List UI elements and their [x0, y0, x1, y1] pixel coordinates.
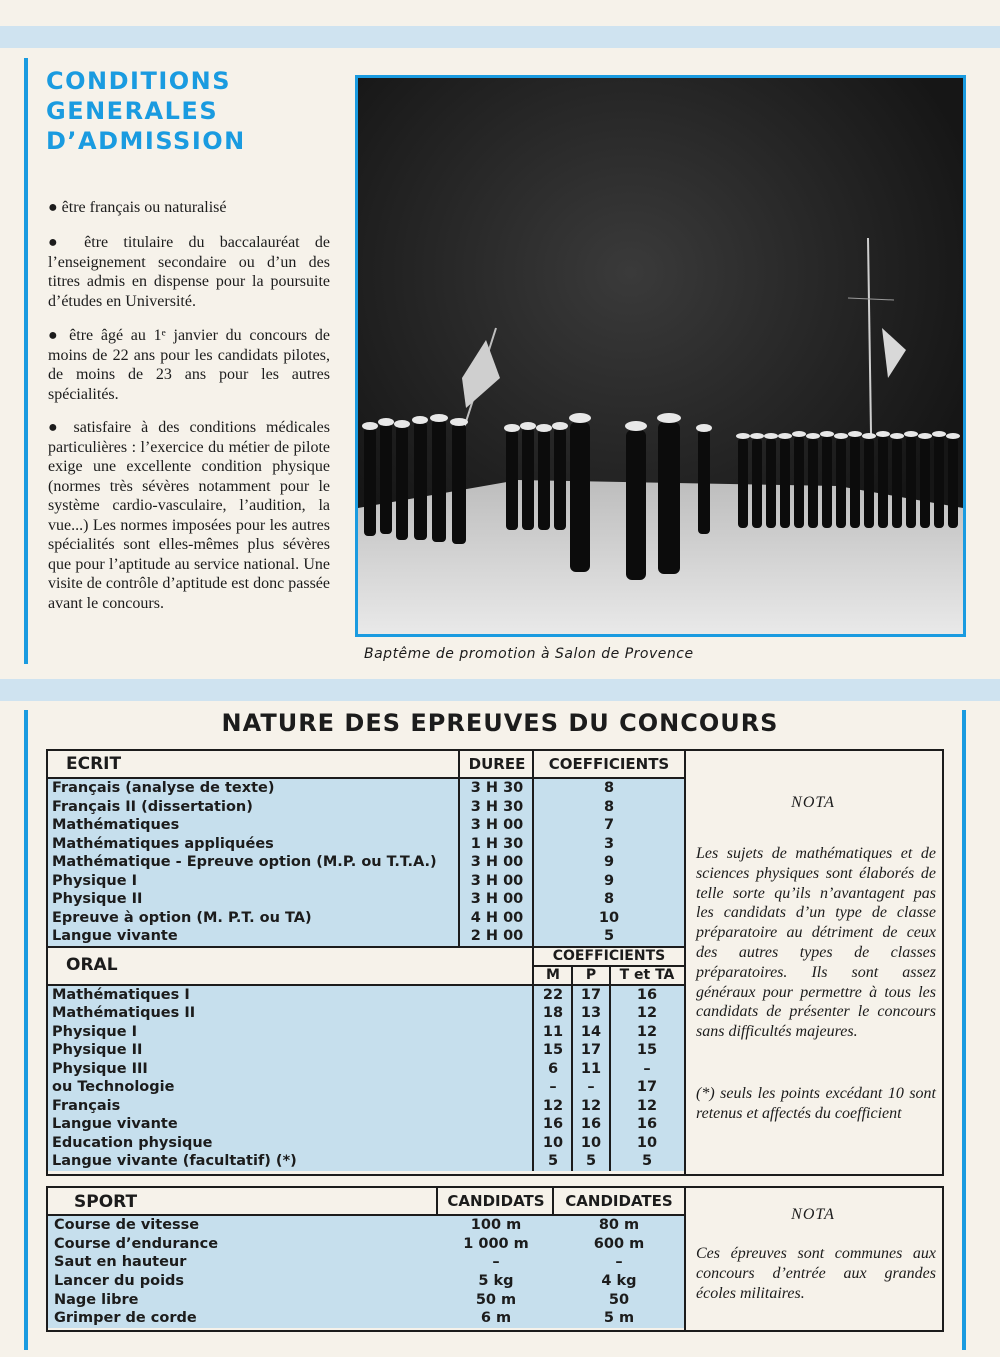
ecrit-row-label: Epreuve à option (M. P.T. ou TA): [52, 909, 312, 926]
condition-item: ● être titulaire du baccalauréat de l’enseignement secondaire ou d’un des titres admis en dispense pour la poursuite d’études en Université.: [48, 234, 330, 310]
oral-row-p: 12: [580, 1097, 602, 1114]
condition-item: ● satisfaire à des conditions médicales particulières : l’exercice du métier de pilote exige une excellente condition physique (normes très sévères notamment pour le système cardio-vasculaire, l’audition, la vue...) Les normes imposées pour les autres spécialités sont elles-mêmes plus sévères que pour l’aptitude au service national. Une visite de contrôle d’aptitude est donc passée avant le concours.: [48, 419, 330, 612]
condition-item: ● être âgé au 1ᵉ janvier du concours de moins de 22 ans pour les candidats pilotes, de moins de 23 ans pour les autres spécialités.: [48, 327, 330, 403]
oral-row-p: 17: [580, 1042, 602, 1059]
oral-row: [48, 986, 684, 1005]
ecrit-row-duree: 3 H 00: [470, 891, 524, 908]
oral-row-m: 5: [547, 1153, 559, 1170]
col-rule: [552, 1188, 554, 1214]
oral-row-m: –: [549, 1079, 557, 1096]
oral-row-m: 16: [542, 1116, 564, 1133]
nota-footnote: (*) seuls les points excédant 10 sont retenus et affectés du coefficient: [696, 1085, 936, 1122]
oral-row-p: 14: [580, 1023, 602, 1040]
oral-row: [48, 1004, 684, 1023]
ecrit-row-label: Physique II: [52, 891, 143, 908]
ceremony-photo: [355, 75, 966, 637]
candidates-header: CANDIDATES: [565, 1192, 673, 1210]
ecrit-row: [48, 779, 684, 798]
sport-row: [48, 1272, 684, 1291]
sport-row: [48, 1309, 684, 1328]
oral-row-label: Education physique: [52, 1134, 213, 1151]
col-rule: [609, 986, 611, 1171]
oral-row-t: 16: [636, 1116, 658, 1133]
coef-header: COEFFICIENTS: [548, 755, 670, 773]
sport-row: [48, 1253, 684, 1272]
sport-row-candidats: 5 kg: [478, 1273, 514, 1290]
ecrit-row-label: Mathématiques appliquées: [52, 835, 274, 852]
sport-row-label: Grimper de corde: [54, 1310, 197, 1327]
ecrit-row-duree: 2 H 00: [470, 928, 524, 945]
oral-row-t: 12: [636, 1023, 658, 1040]
oral-row-label: Physique III: [52, 1060, 148, 1077]
ecrit-row-coef: 7: [603, 817, 615, 834]
middle-band: [0, 679, 1000, 701]
nota-text: Les sujets de mathématiques et de sciences physiques sont élaborés de telle sorte qu’ils n’avantagent pas les candidats d’un type de classe préparatoire au détriment de ceux des autres types de classes préparatoires. Ils sont assez généraux pour permettre à tous les candidats de présenter le concours sans difficultés majeures.: [696, 845, 936, 1041]
ecrit-row-label: Français II (dissertation): [52, 798, 253, 815]
oral-row-t: 5: [641, 1153, 653, 1170]
sport-row-label: Lancer du poids: [54, 1273, 185, 1290]
ecrit-row: [48, 909, 684, 928]
ecrit-row-duree: 3 H 30: [470, 798, 524, 815]
sport-nota-title: NOTA: [791, 1206, 835, 1223]
oral-row-label: Mathématiques I: [52, 986, 190, 1003]
sport-row-candidates: 4 kg: [601, 1273, 637, 1290]
oral-row-p: 10: [580, 1134, 602, 1151]
condition-item: ● être français ou naturalisé: [48, 199, 227, 216]
sport-row-label: Saut en hauteur: [54, 1254, 187, 1271]
ecrit-row-duree: 3 H 00: [470, 854, 524, 871]
col-p-header: P: [585, 966, 597, 983]
oral-row-t: 12: [636, 1097, 658, 1114]
oral-row-label: Physique II: [52, 1042, 143, 1059]
table-divider: [684, 751, 686, 1174]
sport-nota-text: Ces épreuves sont communes aux concours d’entrée aux grandes écoles militaires.: [696, 1245, 936, 1302]
sport-row-label: Nage libre: [54, 1291, 139, 1308]
oral-row-t: 12: [636, 1005, 658, 1022]
conditions-heading: [46, 66, 246, 156]
nota-title: NOTA: [791, 794, 835, 811]
oral-row-t: –: [643, 1060, 651, 1077]
oral-row-m: 6: [547, 1060, 559, 1077]
col-rule: [436, 1188, 438, 1214]
ecrit-row: [48, 853, 684, 872]
ecrit-header: ECRIT: [66, 754, 122, 774]
oral-row-p: 16: [580, 1116, 602, 1133]
oral-row-t: 16: [636, 986, 658, 1003]
oral-row: [48, 1023, 684, 1042]
ecrit-row-duree: 3 H 00: [470, 872, 524, 889]
oral-row-label: ou Technologie: [52, 1079, 175, 1096]
oral-row: [48, 1134, 684, 1153]
heading-line: CONDITIONS: [46, 67, 232, 95]
sport-table-divider: [684, 1188, 686, 1330]
col-rule: [571, 986, 573, 1171]
ecrit-row: [48, 835, 684, 854]
sport-row: [48, 1235, 684, 1254]
oral-row-m: 11: [542, 1023, 564, 1040]
sport-row-candidats: –: [492, 1254, 500, 1271]
left-rule-top: [24, 58, 28, 664]
oral-row-p: 13: [580, 1005, 602, 1022]
col-rule: [532, 751, 534, 777]
ecrit-row-duree: 3 H 00: [470, 817, 524, 834]
sport-row-label: Course d’endurance: [54, 1235, 219, 1252]
col-rule: [571, 965, 573, 984]
oral-row-p: 11: [580, 1060, 602, 1077]
sport-row: [48, 1290, 684, 1309]
col-t-header: T et TA: [619, 966, 675, 983]
sport-row-candidates: 5 m: [603, 1310, 635, 1327]
col-rule: [458, 777, 460, 946]
oral-row-p: 17: [580, 986, 602, 1003]
ecrit-row-coef: 9: [603, 854, 615, 871]
heading-line: D’ADMISSION: [46, 127, 246, 155]
oral-row-m: 22: [542, 986, 564, 1003]
oral-row-m: 18: [542, 1005, 564, 1022]
ecrit-row: [48, 890, 684, 909]
ecrit-row-coef: 8: [603, 891, 615, 908]
oral-row-label: Physique I: [52, 1023, 137, 1040]
ecrit-row-coef: 5: [603, 928, 615, 945]
oral-row-label: Langue vivante (facultatif) (*): [52, 1153, 297, 1170]
col-rule: [532, 948, 534, 984]
sport-row-candidates: 50: [608, 1291, 630, 1308]
sport-row-candidats: 1 000 m: [463, 1235, 529, 1252]
ecrit-row-label: Langue vivante: [52, 928, 178, 945]
ecrit-row: [48, 798, 684, 817]
oral-row-m: 12: [542, 1097, 564, 1114]
photo-caption: Baptême de promotion à Salon de Provence: [364, 646, 694, 662]
ecrit-row-duree: 4 H 00: [470, 909, 524, 926]
ecrit-row-coef: 8: [603, 798, 615, 815]
oral-row: [48, 1115, 684, 1134]
oral-row-label: Langue vivante: [52, 1116, 178, 1133]
ecrit-row: [48, 927, 684, 946]
ecrit-row-duree: 3 H 30: [470, 780, 524, 797]
col-rule: [532, 986, 534, 1171]
oral-row: [48, 1078, 684, 1097]
candidats-header: CANDIDATS: [447, 1192, 545, 1210]
sport-row-candidates: 600 m: [593, 1235, 645, 1252]
oral-row: [48, 1060, 684, 1079]
oral-row-p: –: [587, 1079, 595, 1096]
sport-row-candidats: 6 m: [480, 1310, 512, 1327]
col-m-header: M: [546, 966, 560, 983]
right-rule-bottom: [962, 710, 966, 1350]
top-band: [0, 26, 1000, 48]
col-rule: [532, 777, 534, 946]
left-rule-bottom: [24, 710, 28, 1350]
col-rule: [458, 751, 460, 777]
oral-row-t: 10: [636, 1134, 658, 1151]
oral-row: [48, 1152, 684, 1171]
oral-coef-header: COEFFICIENTS: [552, 947, 666, 964]
heading-line: GENERALES: [46, 97, 219, 125]
ecrit-row: [48, 872, 684, 891]
sport-row: [48, 1216, 684, 1235]
oral-row-label: Mathématiques II: [52, 1005, 196, 1022]
ecrit-row-label: Mathématique - Epreuve option (M.P. ou T.T.A.): [52, 854, 437, 871]
duree-header: DUREE: [468, 755, 526, 773]
oral-row-label: Français: [52, 1097, 121, 1114]
ecrit-row-duree: 1 H 30: [470, 835, 524, 852]
oral-row-t: 17: [636, 1079, 658, 1096]
epreuves-title: NATURE DES EPREUVES DU CONCOURS: [221, 709, 779, 737]
sport-header: SPORT: [74, 1192, 138, 1212]
sport-row-candidates: –: [615, 1254, 623, 1271]
ecrit-row-label: Mathématiques: [52, 817, 180, 834]
oral-row-t: 15: [636, 1042, 658, 1059]
oral-row: [48, 1097, 684, 1116]
sport-row-label: Course de vitesse: [54, 1217, 200, 1234]
oral-row-p: 5: [585, 1153, 597, 1170]
oral-row-m: 10: [542, 1134, 564, 1151]
ecrit-row-coef: 9: [603, 872, 615, 889]
ecrit-row: [48, 816, 684, 835]
oral-header: ORAL: [66, 954, 118, 975]
ecrit-row-coef: 10: [598, 909, 620, 926]
oral-row-m: 15: [542, 1042, 564, 1059]
col-rule: [609, 965, 611, 984]
ecrit-row-label: Français (analyse de texte): [52, 780, 275, 797]
sport-row-candidats: 50 m: [475, 1291, 517, 1308]
oral-row: [48, 1041, 684, 1060]
ecrit-row-coef: 3: [603, 835, 615, 852]
sport-row-candidates: 80 m: [598, 1217, 640, 1234]
ecrit-row-coef: 8: [603, 780, 615, 797]
ecrit-row-label: Physique I: [52, 872, 137, 889]
sport-row-candidats: 100 m: [470, 1217, 522, 1234]
